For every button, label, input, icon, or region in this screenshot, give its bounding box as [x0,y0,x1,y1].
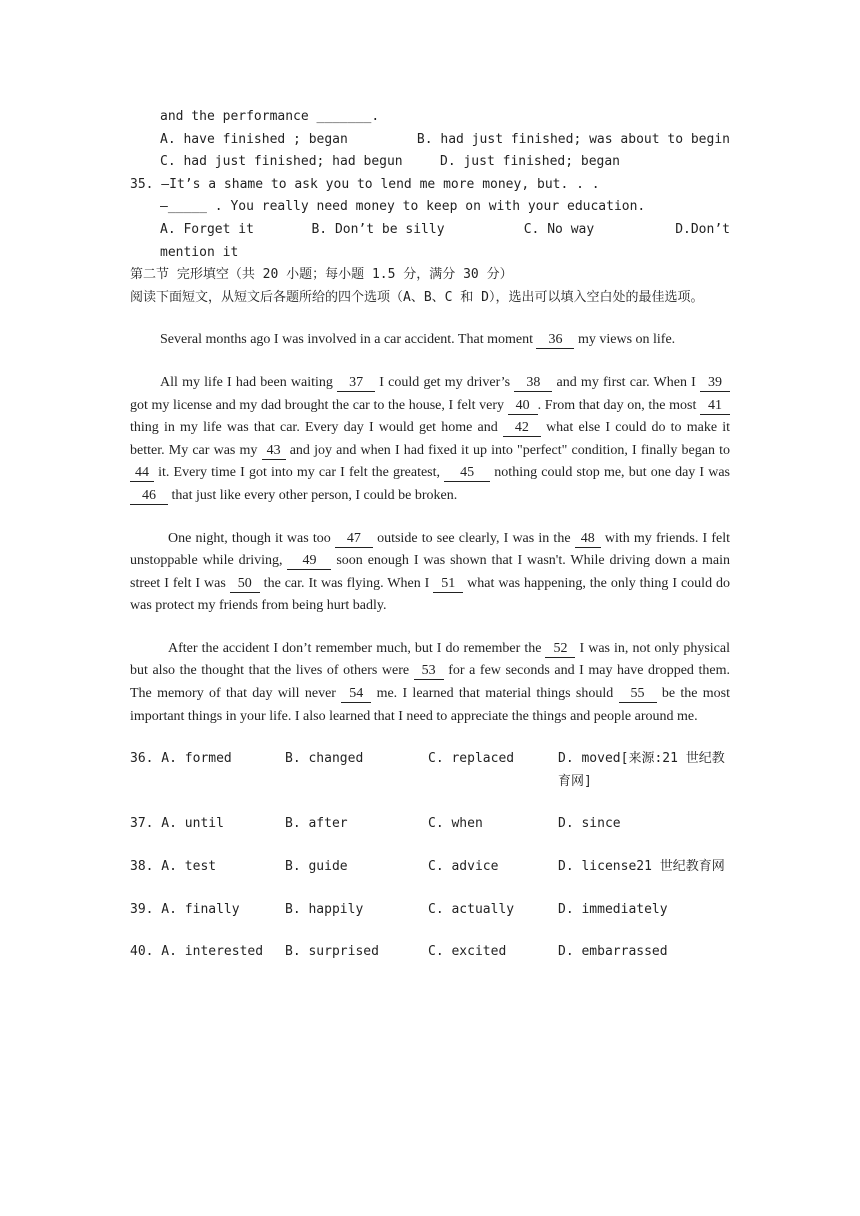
section-title: 第二节 完形填空（共 20 小题；每小题 1.5 分，满分 30 分） [130,267,513,283]
passage-text: nothing could stop me, but one day I was [490,465,731,481]
passage-paragraph-1 [130,329,730,352]
option-36-b: B. changed [285,751,364,767]
option-37-c: C. when [428,816,483,832]
option-40-d: D. embarrassed [558,944,668,960]
passage-text: the car. It was flying. When I [259,575,434,591]
q35-stem: 35. —It’s a shame to ask you to lend me more money, but. . . [130,176,600,192]
option-38-c: C. advice [428,859,499,875]
passage-text: with my friends. I felt unstoppable while driving, [130,530,730,569]
option-row-40 [130,941,730,964]
passage-text: After the accident I don’t remember much, but I do remember the [168,640,546,656]
q35-reply: —_____ . You really need money to keep on with your education. [160,199,646,215]
passage-text: and my first car. When I [552,374,701,390]
blank-42: 42 [503,420,541,437]
option-36-a: 36. A. formed [130,751,232,767]
blank-50: 50 [230,576,260,593]
option-row-37 [130,813,730,836]
blank-37: 37 [337,375,375,392]
q35-option-b: B. Don’t be silly [311,221,445,237]
q34-stem-end: and the performance _______. [160,109,380,124]
passage-text: I could get my driver’s [375,374,515,390]
passage-text: and joy and when I had fixed it up into "perfect" condition, I finally began to [285,442,731,458]
option-37-a: 37. A. until [130,816,224,832]
passage-text: thing in my life was that car. Every day I would get home and [130,420,503,436]
passage-paragraph-4 [130,638,730,728]
option-row-36 [130,748,730,793]
blank-40: 40 [508,398,538,415]
passage-text: it. Every time I got into my car I felt the greatest, [154,465,445,481]
option-39-c: C. actually [428,901,515,917]
blank-45: 45 [444,465,490,482]
blank-52: 52 [545,641,575,658]
section-instruction: 阅读下面短文，从短文后各题所给的四个选项（A、B、C 和 D），选出可以填入空白处的最佳选项。 [130,289,704,305]
passage-text: All my life I had been waiting [160,374,338,390]
option-row-39 [130,899,730,922]
option-37-d: D. since [558,816,621,832]
option-38-a: 38. A. test [130,859,217,875]
passage-text: soon enough I was shown that I wasn't. While driving down a main street I felt I was [130,553,730,591]
blank-53: 53 [414,663,444,680]
option-row-38 [130,856,730,879]
passage-text: for a few seconds and I may have dropped them. The memory of that day will never [130,663,730,702]
option-37-b: B. after [285,816,348,832]
option-40-b: B. surprised [285,944,379,960]
option-40-a: 40. A. interested [130,944,264,960]
passage-text: Several months ago I was involved in a car accident. That moment [160,332,537,348]
option-39-b: B. happily [285,901,364,917]
option-40-c: C. excited [428,944,507,960]
blank-54: 54 [341,686,371,703]
q34-option-d: D. just finished; began [440,154,621,170]
q34-options-row2 [130,151,730,174]
blank-38: 38 [514,375,552,392]
passage-text: outside to see clearly, I was in the [372,530,575,546]
blank-47: 47 [335,531,373,548]
q34-option-b: B. had just finished; was about to begin [416,131,730,147]
q34-option-a: A. have finished ; began [160,131,348,147]
blank-36: 36 [536,332,574,349]
blank-43: 43 [262,443,286,460]
passage-text: what else I could do to make it better. My car was my [130,420,730,458]
passage-text: One night, though it was too [168,530,335,546]
passage-text: my views on life. [574,332,676,348]
blank-49: 49 [287,553,331,570]
q34-option-c: C. had just finished; had begun [160,154,403,170]
blank-41: 41 [700,398,730,415]
q34-options-row1 [130,129,730,152]
blank-51: 51 [433,576,463,593]
passage-paragraph-2 [130,372,730,508]
blank-44: 44 [130,465,154,482]
option-36-c: C. replaced [428,751,515,767]
document-page [130,106,730,964]
blank-48: 48 [575,531,601,548]
passage-text: got my license and my dad brought the car to the house, I felt very [130,397,508,413]
q35-option-c: C. No way [523,221,595,237]
blank-46: 46 [130,488,168,505]
passage-text: that just like every other person, I could be broken. [168,487,458,503]
option-39-d: D. immediately [558,901,668,917]
passage-text: I was in, not only physical but also the thought that the lives of others were [130,640,730,679]
option-38-d: D. license21 世纪教育网 [558,859,725,875]
passage-text: me. I learned that material things should [371,686,619,702]
q35-option-a: A. Forget it [160,221,254,237]
blank-39: 39 [700,375,730,392]
q35-option-d-continued: mention it [160,244,239,260]
q35-option-d: D.Don’t [675,221,730,237]
blank-55: 55 [619,686,657,703]
option-36-d: D. moved[来源:21 世纪教育网] [558,751,725,789]
passage-text: what was happening, the only thing I could do was protect my friends from being hurt badly. [130,575,730,614]
option-38-b: B. guide [285,859,348,875]
option-39-a: 39. A. finally [130,901,240,917]
passage-text: . From that day on, the most [537,397,700,413]
passage-text: be the most important things in your life. I also learned that I need to appreciate the things and people around me. [130,686,730,724]
q35-options-row [130,219,730,242]
passage-paragraph-3 [130,528,730,618]
